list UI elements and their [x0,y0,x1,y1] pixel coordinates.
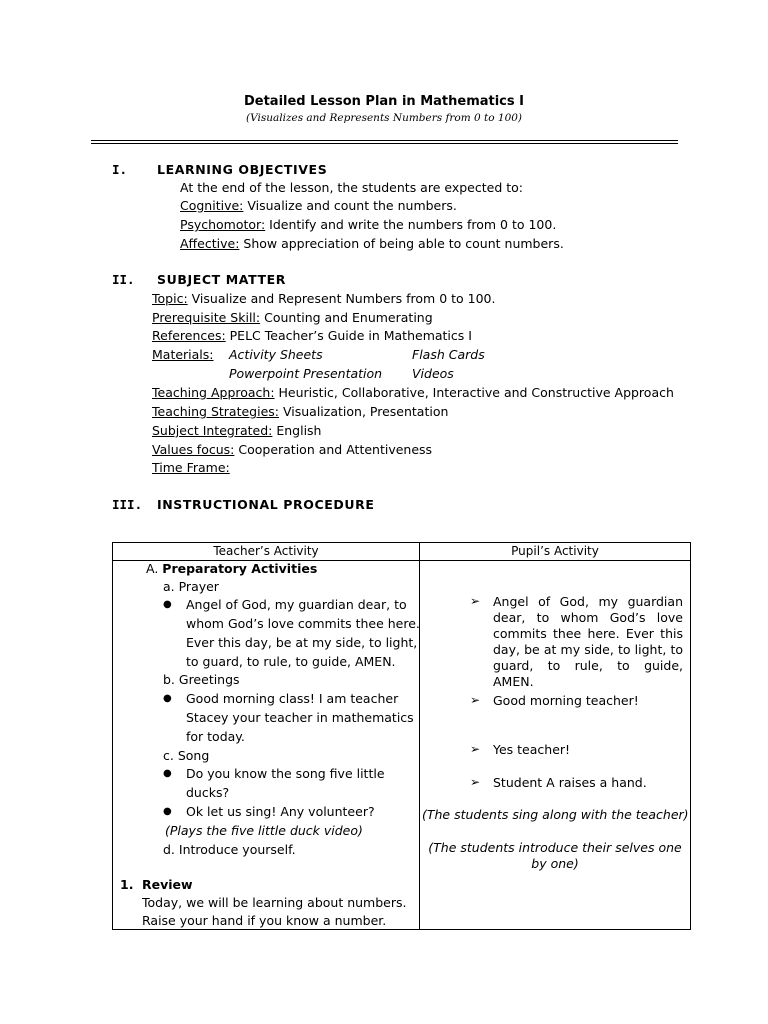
review-number: 1. [120,877,134,892]
bullet-icon: ● [163,768,172,779]
field-label: Values focus: [152,442,235,457]
review-line: Today, we will be learning about numbers. [142,895,407,910]
song-question-line: Do you know the song five little [186,766,385,781]
field-label: Topic: [152,291,188,306]
objective-text: Identify and write the numbers from 0 to 100. [265,217,557,232]
pupil-greeting: Good morning teacher! [493,693,639,708]
section-title-learning-objectives: LEARNING OBJECTIVES [157,162,328,177]
objective-affective [180,236,564,251]
objective-label: Psychomotor: [180,217,266,232]
material-item: Activity Sheets [229,347,323,362]
field-value: Cooperation and Attentiveness [234,442,433,457]
objective-label: Cognitive: [180,198,244,213]
field-label: Prerequisite Skill: [152,310,261,325]
field-value: Heuristic, Collaborative, Interactive and Constructive Approach [274,385,674,400]
step-introduce: d. Introduce yourself. [163,842,296,857]
field-label: Materials: [152,347,214,362]
song-volunteer: Ok let us sing! Any volunteer? [186,804,375,819]
pupil-activity-cell [420,561,691,930]
greeting-line: Good morning class! I am teacher [186,691,399,706]
bullet-icon: ● [163,693,172,704]
field-label: Teaching Approach: [152,385,275,400]
preparatory-heading [146,561,317,576]
field-label: Subject Integrated: [152,423,273,438]
material-item: Videos [412,366,454,381]
pupil-sing-note: (The students sing along with the teacher) [422,807,689,822]
subject-materials-label [152,347,214,362]
field-value: PELC Teacher’s Guide in Mathematics I [225,328,472,343]
column-header-teacher: Teacher’s Activity [113,543,420,561]
teacher-activity-cell [113,561,420,930]
document-subtitle: (Visualizes and Represents Numbers from 0 to 100) [245,112,523,124]
pupil-raise-hand: Student A raises a hand. [493,775,647,790]
procedure-table [112,542,691,930]
subject-teaching-strategies [152,404,448,419]
section-number-1: I. [112,162,128,177]
arrow-bullet-icon: ➢ [470,742,481,756]
field-value: Counting and Enumerating [260,310,433,325]
section-title-subject-matter: SUBJECT MATTER [157,272,286,287]
subject-references [152,328,472,343]
objective-text: Visualize and count the numbers. [243,198,457,213]
subject-values-focus [152,442,432,457]
pupil-yes: Yes teacher! [493,742,571,757]
prayer-line: Ever this day, be at my side, to light, [186,635,418,650]
objectives-intro: At the end of the lesson, the students are expected to: [180,180,523,195]
objective-psychomotor [180,217,556,232]
subject-prerequisite [152,310,433,325]
step-prayer: a. Prayer [163,579,219,594]
objective-label: Affective: [180,236,240,251]
column-header-pupil: Pupil’s Activity [420,543,691,561]
heading-title: Preparatory Activities [162,561,318,576]
objective-text: Show appreciation of being able to count numbers. [239,236,564,251]
subject-topic [152,291,495,306]
bullet-icon: ● [163,599,172,610]
section-number-3: III. [112,497,143,512]
song-note: (Plays the five little duck video) [165,823,363,838]
step-greetings: b. Greetings [163,672,240,687]
material-item: Flash Cards [412,347,485,362]
field-label: References: [152,328,226,343]
greeting-line: Stacey your teacher in mathematics [186,710,414,725]
section-title-instructional-procedure: INSTRUCTIONAL PROCEDURE [157,497,375,512]
review-line: Raise your hand if you know a number. [142,913,387,928]
field-label: Time Frame: [152,460,230,475]
document-title: Detailed Lesson Plan in Mathematics I [243,94,524,109]
pupil-prayer: Angel of God, my guardian dear, to whom God’s love commits thee here. Ever this day, be at my side, to light, to guard, to rule, to guide, AMEN. [493,594,683,689]
review-title: Review [142,877,193,892]
prayer-line: Angel of God, my guardian dear, to [186,597,407,612]
pupil-introduce-note: (The students introduce their selves one by one) [428,840,682,871]
subject-time-frame [152,460,230,475]
arrow-bullet-icon: ➢ [470,775,481,789]
field-value: Visualization, Presentation [279,404,449,419]
step-song: c. Song [163,748,210,763]
field-label: Teaching Strategies: [152,404,280,419]
header-divider-bottom [91,143,678,144]
section-number-2: II. [112,272,135,287]
prayer-line: whom God’s love commits thee here. [186,616,420,631]
song-question-line: ducks? [186,785,230,800]
greeting-line: for today. [186,729,245,744]
arrow-bullet-icon: ➢ [470,594,481,608]
arrow-bullet-icon: ➢ [470,693,481,707]
subject-integrated [152,423,321,438]
field-value: Visualize and Represent Numbers from 0 to 100. [187,291,496,306]
heading-letter: A. [146,561,159,576]
material-item: Powerpoint Presentation [229,366,383,381]
prayer-line: to guard, to rule, to guide, AMEN. [186,654,396,669]
subject-teaching-approach [152,385,674,400]
header-divider-top [91,140,678,141]
bullet-icon: ● [163,806,172,817]
objective-cognitive [180,198,457,213]
field-value: English [272,423,322,438]
